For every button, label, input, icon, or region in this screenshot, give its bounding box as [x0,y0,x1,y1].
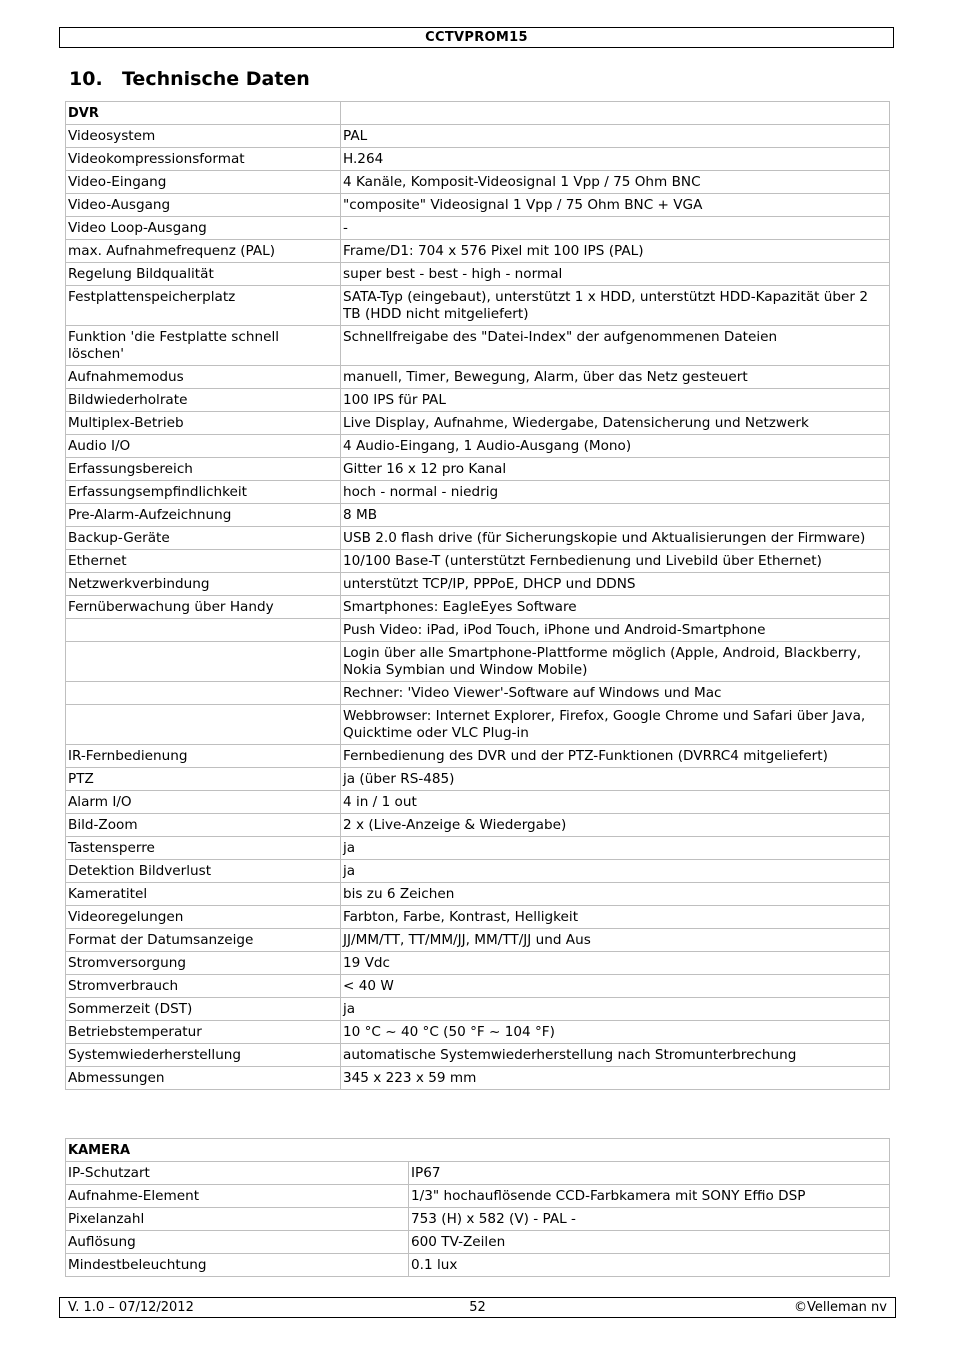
spec-label: Bildwiederholrate [66,389,341,412]
spec-value: SATA-Typ (eingebaut), unterstützt 1 x HDD, unterstützt HDD-Kapazität über 2 TB (HDD nicht mitgeliefert) [341,286,890,326]
table-row [66,435,890,458]
spec-label: Erfassungsbereich [66,458,341,481]
spec-value: unterstützt TCP/IP, PPPoE, DHCP und DDNS [341,573,890,596]
spec-value: 753 (H) x 582 (V) - PAL - [409,1208,890,1231]
spec-value: ja [341,998,890,1021]
copyright: ©Velleman nv [793,1300,887,1315]
spec-value: 345 x 223 x 59 mm [341,1067,890,1090]
spec-value: ja [341,860,890,883]
spec-value: < 40 W [341,975,890,998]
table-row [66,1208,890,1231]
spec-value: 0.1 lux [409,1254,890,1277]
spec-label: Fernüberwachung über Handy [66,596,341,619]
table-row [66,217,890,240]
spec-label: Erfassungsempfindlichkeit [66,481,341,504]
table-row [66,1162,890,1185]
camera-heading: KAMERA [66,1139,890,1162]
table-row [66,263,890,286]
table-row [66,745,890,768]
spec-value: 1/3" hochauflösende CCD-Farbkamera mit SONY Effio DSP [409,1185,890,1208]
table-row [66,791,890,814]
spec-label: Festplattenspeicherplatz [66,286,341,326]
page-header [59,27,894,48]
table-row [66,550,890,573]
spec-label: Ethernet [66,550,341,573]
model-number: CCTVPROM15 [425,30,528,45]
section-number: 10. [69,68,103,90]
spec-label: Multiplex-Betrieb [66,412,341,435]
spec-value: Webbrowser: Internet Explorer, Firefox, Google Chrome und Safari über Java, Quicktime oder VLC Plug-in [341,705,890,745]
table-heading-row [66,102,890,125]
table-row [66,837,890,860]
spec-label: Netzwerkverbindung [66,573,341,596]
spec-value: 8 MB [341,504,890,527]
spec-label: Pre-Alarm-Aufzeichnung [66,504,341,527]
spec-label: Video-Eingang [66,171,341,194]
spec-value: 4 Kanäle, Komposit-Videosignal 1 Vpp / 75 Ohm BNC [341,171,890,194]
spec-value: manuell, Timer, Bewegung, Alarm, über das Netz gesteuert [341,366,890,389]
table-row [66,642,890,682]
table-row [66,1044,890,1067]
spec-label: Alarm I/O [66,791,341,814]
spec-value: Gitter 16 x 12 pro Kanal [341,458,890,481]
table-row [66,705,890,745]
spec-label: Audio I/O [66,435,341,458]
spec-label: Detektion Bildverlust [66,860,341,883]
spec-value: Frame/D1: 704 x 576 Pixel mit 100 IPS (PAL) [341,240,890,263]
spec-value: 19 Vdc [341,952,890,975]
version-date: V. 1.0 – 07/12/2012 [68,1300,194,1315]
spec-label: Betriebstemperatur [66,1021,341,1044]
spec-value: 4 Audio-Eingang, 1 Audio-Ausgang (Mono) [341,435,890,458]
spec-value: 600 TV-Zeilen [409,1231,890,1254]
table-row [66,326,890,366]
section-title [69,68,310,90]
spec-value: "composite" Videosignal 1 Vpp / 75 Ohm BNC + VGA [341,194,890,217]
spec-value: bis zu 6 Zeichen [341,883,890,906]
table-row [66,682,890,705]
table-row [66,1254,890,1277]
spec-label: Pixelanzahl [66,1208,409,1231]
table-row [66,975,890,998]
table-row [66,573,890,596]
table-row [66,194,890,217]
spec-label: Stromversorgung [66,952,341,975]
spec-label: Format der Datumsanzeige [66,929,341,952]
spec-label: max. Aufnahmefrequenz (PAL) [66,240,341,263]
spec-value: Login über alle Smartphone-Plattforme möglich (Apple, Android, Blackberry, Nokia Symbian und Window Mobile) [341,642,890,682]
table-row [66,906,890,929]
spec-value: 4 in / 1 out [341,791,890,814]
spec-label: Videokompressionsformat [66,148,341,171]
spec-label: Aufnahme-Element [66,1185,409,1208]
spec-value: USB 2.0 flash drive (für Sicherungskopie und Aktualisierungen der Firmware) [341,527,890,550]
spec-value: Live Display, Aufnahme, Wiedergabe, Datensicherung und Netzwerk [341,412,890,435]
table-row [66,504,890,527]
table-row [66,125,890,148]
spec-value: Fernbedienung des DVR und der PTZ-Funktionen (DVRRC4 mitgeliefert) [341,745,890,768]
spec-label: Bild-Zoom [66,814,341,837]
spec-label: Videosystem [66,125,341,148]
spec-label: Video-Ausgang [66,194,341,217]
table-row [66,1021,890,1044]
section-title-text: Technische Daten [122,68,310,90]
table-cell [341,102,890,125]
spec-label [66,619,341,642]
spec-label: Regelung Bildqualität [66,263,341,286]
spec-label [66,682,341,705]
spec-label: Videoregelungen [66,906,341,929]
table-row [66,952,890,975]
spec-label [66,642,341,682]
table-row [66,596,890,619]
spec-value: Schnellfreigabe des "Datei-Index" der aufgenommenen Dateien [341,326,890,366]
spec-label: Auflösung [66,1231,409,1254]
spec-value: Push Video: iPad, iPod Touch, iPhone und Android-Smartphone [341,619,890,642]
table-row [66,1185,890,1208]
table-row [66,1231,890,1254]
page-footer [59,1297,896,1318]
table-row [66,527,890,550]
dvr-spec-table [65,101,890,1090]
table-row [66,1067,890,1090]
table-row [66,929,890,952]
table-heading-row [66,1139,890,1162]
table-row [66,389,890,412]
spec-label: Funktion 'die Festplatte schnell löschen' [66,326,341,366]
spec-value: ja (über RS-485) [341,768,890,791]
spec-value: H.264 [341,148,890,171]
page-number: 52 [469,1300,486,1315]
spec-value: Smartphones: EagleEyes Software [341,596,890,619]
spec-value: IP67 [409,1162,890,1185]
spec-value: ja [341,837,890,860]
spec-label: IP-Schutzart [66,1162,409,1185]
spec-label: Aufnahmemodus [66,366,341,389]
camera-spec-table [65,1138,890,1277]
spec-label: IR-Fernbedienung [66,745,341,768]
spec-value: 2 x (Live-Anzeige & Wiedergabe) [341,814,890,837]
dvr-heading: DVR [66,102,341,125]
spec-label: Backup-Geräte [66,527,341,550]
table-row [66,998,890,1021]
spec-value: hoch - normal - niedrig [341,481,890,504]
table-row [66,860,890,883]
table-row [66,412,890,435]
spec-value: Farbton, Farbe, Kontrast, Helligkeit [341,906,890,929]
table-row [66,481,890,504]
spec-label: Mindestbeleuchtung [66,1254,409,1277]
spec-value: 100 IPS für PAL [341,389,890,412]
spec-label: PTZ [66,768,341,791]
spec-value: PAL [341,125,890,148]
table-row [66,883,890,906]
table-row [66,286,890,326]
table-row [66,458,890,481]
spec-value: automatische Systemwiederherstellung nach Stromunterbrechung [341,1044,890,1067]
spec-value: - [341,217,890,240]
spec-label: Tastensperre [66,837,341,860]
spec-value: 10/100 Base-T (unterstützt Fernbedienung und Livebild über Ethernet) [341,550,890,573]
table-row [66,148,890,171]
table-row [66,240,890,263]
table-row [66,366,890,389]
spec-label: Systemwiederherstellung [66,1044,341,1067]
table-row [66,171,890,194]
spec-value: super best - best - high - normal [341,263,890,286]
spec-value: 10 °C ~ 40 °C (50 °F ~ 104 °F) [341,1021,890,1044]
spec-label: Abmessungen [66,1067,341,1090]
spec-label: Stromverbrauch [66,975,341,998]
table-row [66,814,890,837]
spec-value: JJ/MM/TT, TT/MM/JJ, MM/TT/JJ und Aus [341,929,890,952]
table-row [66,619,890,642]
spec-label [66,705,341,745]
spec-label: Kameratitel [66,883,341,906]
table-row [66,768,890,791]
spec-label: Video Loop-Ausgang [66,217,341,240]
spec-value: Rechner: 'Video Viewer'-Software auf Windows und Mac [341,682,890,705]
spec-label: Sommerzeit (DST) [66,998,341,1021]
